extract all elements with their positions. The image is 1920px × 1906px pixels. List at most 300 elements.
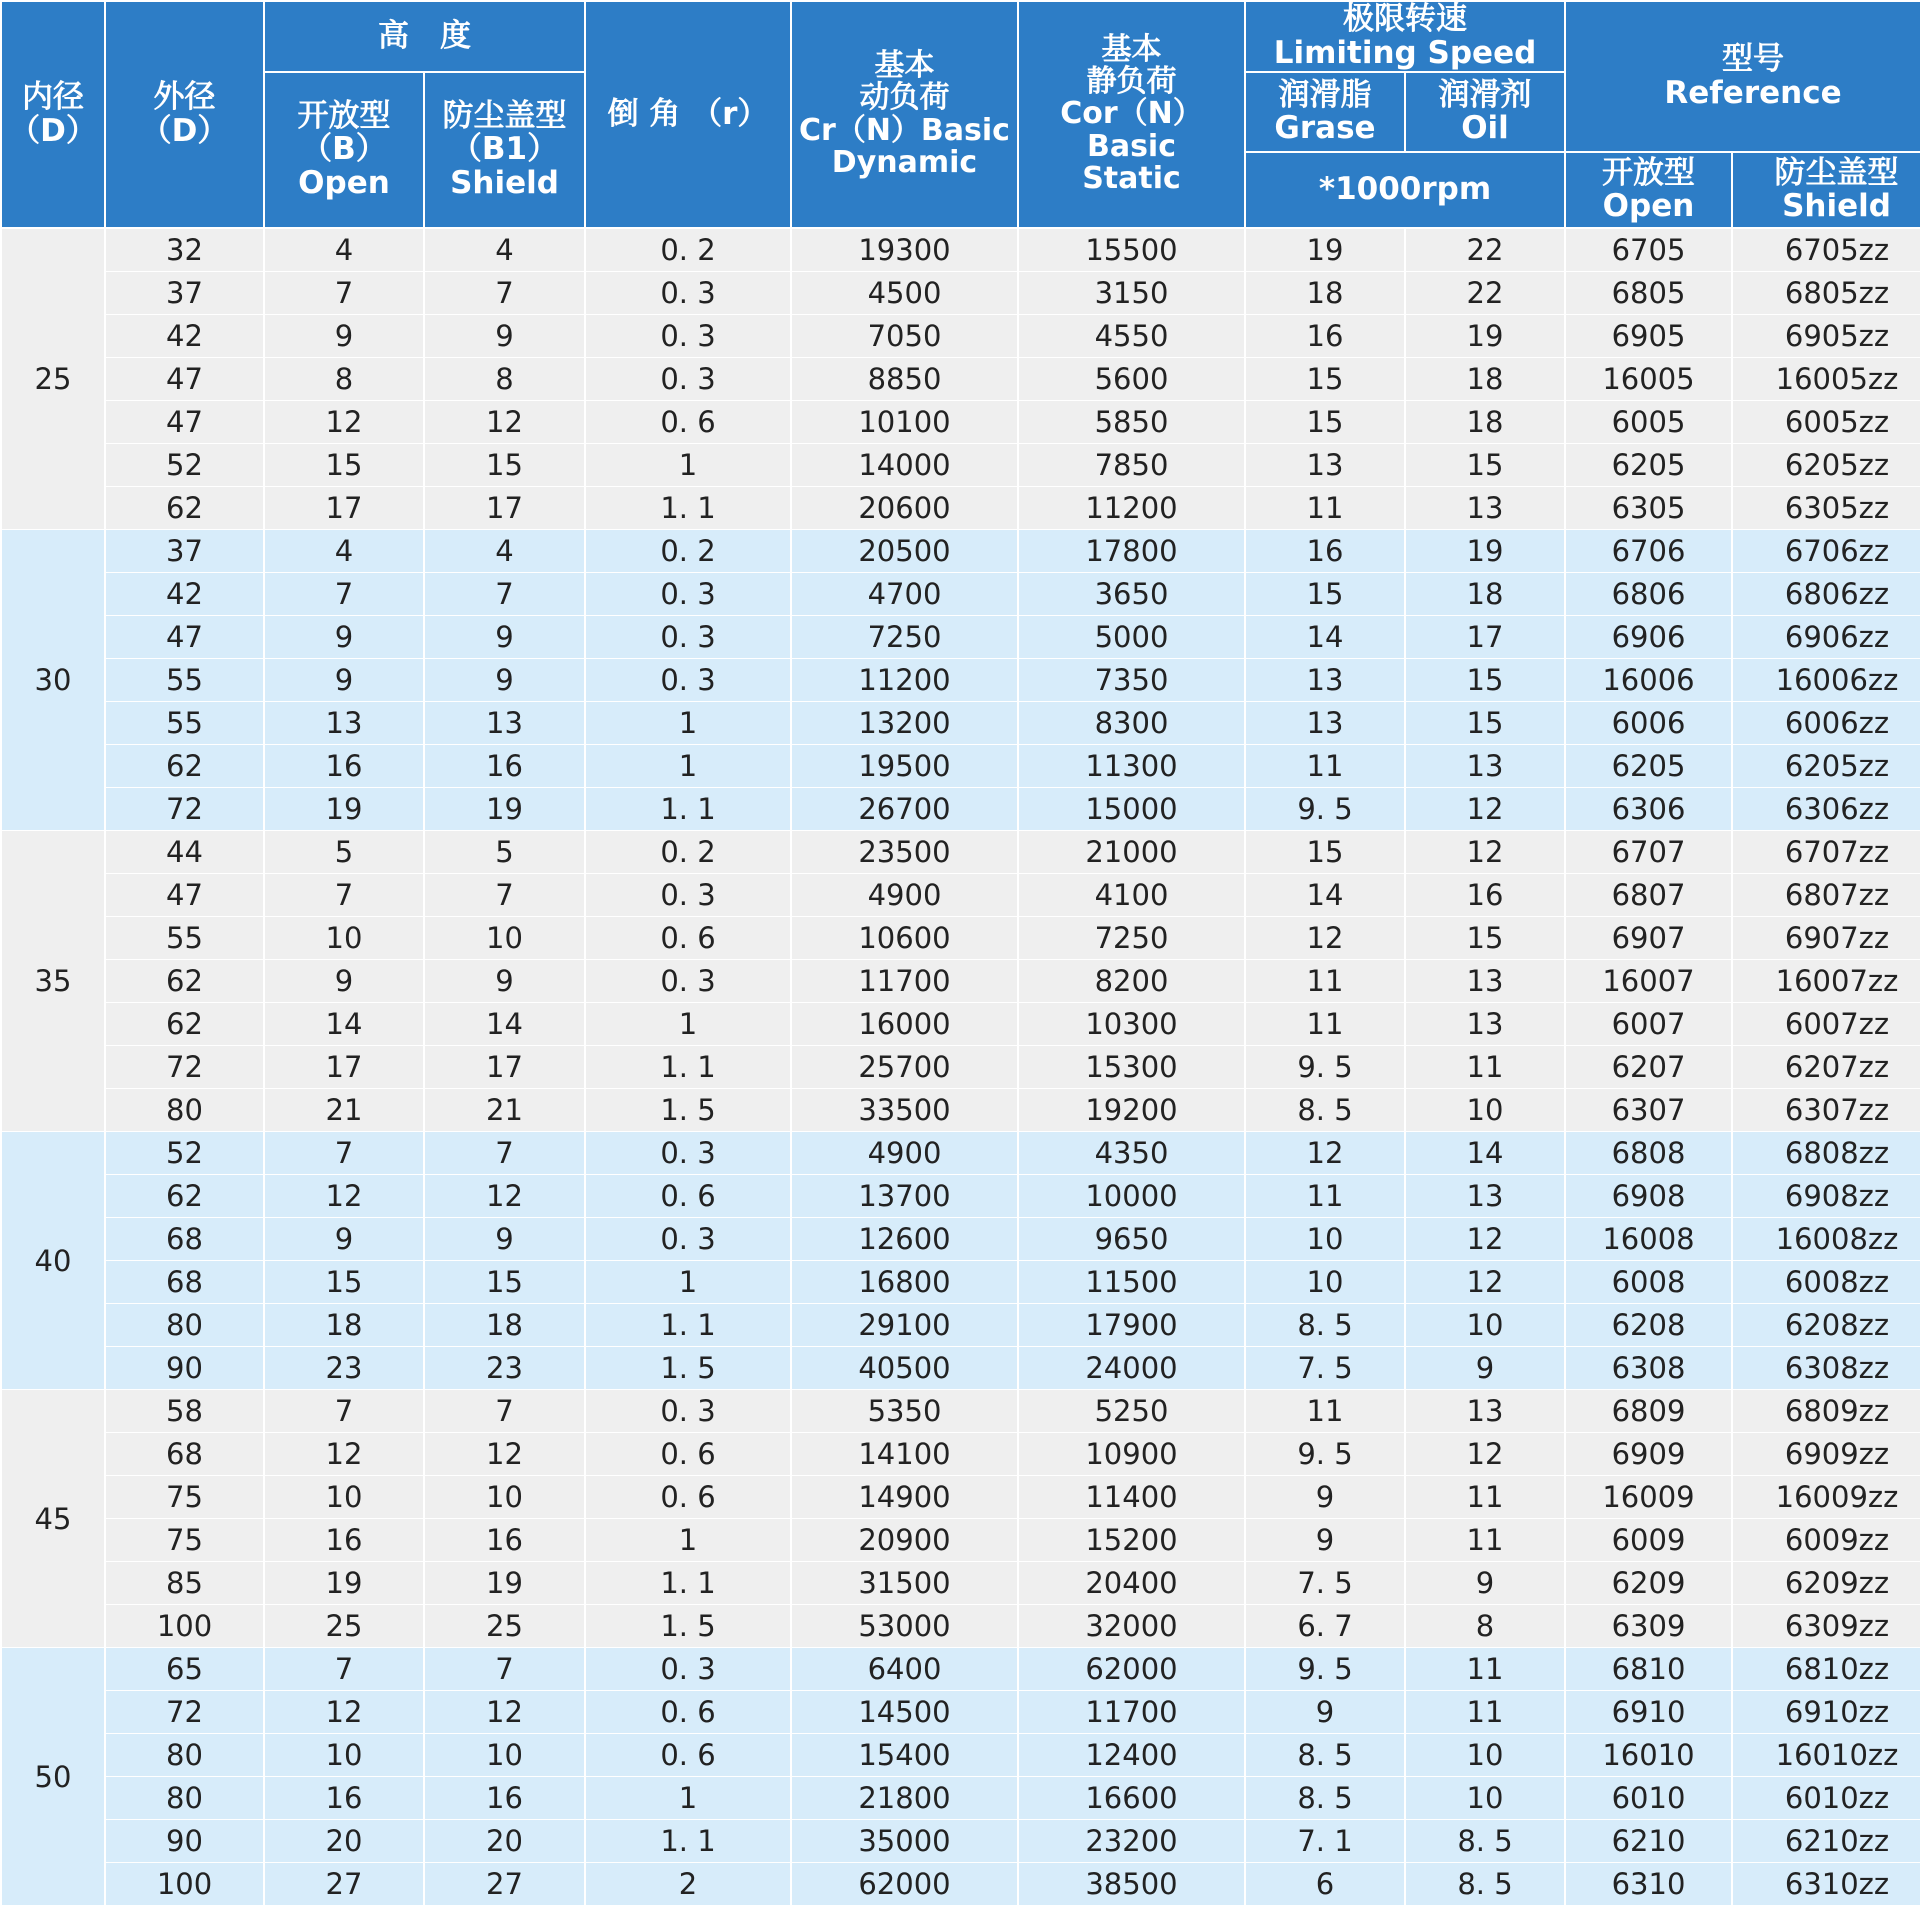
oil-speed-cell: 16	[1405, 874, 1565, 917]
reference-shield-cell: 16009zz	[1732, 1476, 1920, 1519]
dynamic-load-cell: 29100	[791, 1304, 1018, 1347]
static-load-cell: 10900	[1018, 1433, 1245, 1476]
outer-diameter-cell: 80	[105, 1734, 264, 1777]
height-shield-header: 防尘盖型 （B1） Shield	[424, 72, 585, 228]
outer-diameter-cell: 52	[105, 444, 264, 487]
height-open-cell: 21	[264, 1089, 424, 1132]
grease-speed-cell: 8. 5	[1245, 1089, 1405, 1132]
reference-shield-cell: 6205zz	[1732, 745, 1920, 788]
chamfer-cell: 1	[585, 444, 791, 487]
height-open-cell: 18	[264, 1304, 424, 1347]
reference-shield-cell: 6310zz	[1732, 1863, 1920, 1906]
dynamic-load-cell: 16800	[791, 1261, 1018, 1304]
dynamic-load-cell: 53000	[791, 1605, 1018, 1648]
reference-open-cell: 6807	[1565, 874, 1732, 917]
height-shield-cell: 7	[424, 1648, 585, 1691]
reference-shield-cell: 6810zz	[1732, 1648, 1920, 1691]
grease-speed-cell: 13	[1245, 702, 1405, 745]
height-shield-cell: 12	[424, 1691, 585, 1734]
static-load-cell: 5000	[1018, 616, 1245, 659]
static-load-cell: 62000	[1018, 1648, 1245, 1691]
table-row	[1, 874, 1920, 917]
grease-speed-cell: 7. 1	[1245, 1820, 1405, 1863]
static-load-cell: 5250	[1018, 1390, 1245, 1433]
grease-speed-cell: 8. 5	[1245, 1777, 1405, 1820]
dynamic-load-cell: 4900	[791, 874, 1018, 917]
chamfer-cell: 0. 3	[585, 1648, 791, 1691]
table-row	[1, 1519, 1920, 1562]
grease-speed-cell: 11	[1245, 1175, 1405, 1218]
oil-speed-cell: 11	[1405, 1691, 1565, 1734]
reference-open-cell: 6210	[1565, 1820, 1732, 1863]
grease-speed-cell: 15	[1245, 358, 1405, 401]
oil-speed-cell: 9	[1405, 1347, 1565, 1390]
height-open-cell: 7	[264, 272, 424, 315]
static-load-cell: 8300	[1018, 702, 1245, 745]
dynamic-load-cell: 11700	[791, 960, 1018, 1003]
reference-open-cell: 6309	[1565, 1605, 1732, 1648]
table-row	[1, 1691, 1920, 1734]
oil-speed-cell: 18	[1405, 401, 1565, 444]
height-open-cell: 27	[264, 1863, 424, 1906]
height-open-cell: 7	[264, 1132, 424, 1175]
height-header: 高 度	[264, 1, 585, 72]
reference-open-cell: 6907	[1565, 917, 1732, 960]
table-row	[1, 1648, 1920, 1691]
dynamic-load-cell: 20900	[791, 1519, 1018, 1562]
oil-speed-cell: 13	[1405, 1003, 1565, 1046]
reference-shield-cell: 6906zz	[1732, 616, 1920, 659]
dynamic-load-cell: 4500	[791, 272, 1018, 315]
height-open-cell: 7	[264, 573, 424, 616]
reference-open-cell: 16010	[1565, 1734, 1732, 1777]
oil-speed-cell: 11	[1405, 1476, 1565, 1519]
outer-diameter-cell: 55	[105, 702, 264, 745]
grease-speed-cell: 6	[1245, 1863, 1405, 1906]
chamfer-cell: 0. 3	[585, 1390, 791, 1433]
reference-shield-cell: 6008zz	[1732, 1261, 1920, 1304]
chamfer-cell: 0. 3	[585, 616, 791, 659]
oil-speed-cell: 13	[1405, 1175, 1565, 1218]
outer-diameter-cell: 75	[105, 1519, 264, 1562]
dynamic-load-cell: 19500	[791, 745, 1018, 788]
table-row	[1, 831, 1920, 874]
grease-speed-cell: 10	[1245, 1261, 1405, 1304]
dynamic-load-cell: 20500	[791, 530, 1018, 573]
oil-speed-cell: 10	[1405, 1777, 1565, 1820]
height-open-cell: 9	[264, 960, 424, 1003]
oil-speed-cell: 10	[1405, 1304, 1565, 1347]
height-open-cell: 14	[264, 1003, 424, 1046]
chamfer-cell: 0. 6	[585, 1476, 791, 1519]
grease-speed-cell: 9. 5	[1245, 788, 1405, 831]
dynamic-load-cell: 13700	[791, 1175, 1018, 1218]
reference-open-cell: 6010	[1565, 1777, 1732, 1820]
grease-speed-cell: 8. 5	[1245, 1304, 1405, 1347]
static-load-cell: 10300	[1018, 1003, 1245, 1046]
static-load-cell: 4350	[1018, 1132, 1245, 1175]
reference-open-cell: 6905	[1565, 315, 1732, 358]
grease-speed-cell: 15	[1245, 831, 1405, 874]
static-load-cell: 7850	[1018, 444, 1245, 487]
static-load-cell: 17800	[1018, 530, 1245, 573]
height-shield-cell: 7	[424, 573, 585, 616]
outer-diameter-cell: 90	[105, 1820, 264, 1863]
chamfer-cell: 0. 3	[585, 1132, 791, 1175]
height-open-cell: 17	[264, 1046, 424, 1089]
reference-shield-cell: 6209zz	[1732, 1562, 1920, 1605]
outer-diameter-cell: 80	[105, 1304, 264, 1347]
static-load-cell: 15500	[1018, 228, 1245, 272]
height-shield-cell: 15	[424, 444, 585, 487]
chamfer-cell: 1. 1	[585, 487, 791, 530]
height-shield-cell: 9	[424, 960, 585, 1003]
table-row	[1, 228, 1920, 272]
table-row	[1, 358, 1920, 401]
table-row	[1, 401, 1920, 444]
oil-speed-cell: 11	[1405, 1648, 1565, 1691]
static-load-cell: 11500	[1018, 1261, 1245, 1304]
outer-diameter-cell: 55	[105, 917, 264, 960]
table-row	[1, 702, 1920, 745]
grease-speed-cell: 8. 5	[1245, 1734, 1405, 1777]
reference-shield-cell: 6010zz	[1732, 1777, 1920, 1820]
limiting-speed-header: 极限转速 Limiting Speed	[1245, 1, 1565, 72]
height-shield-cell: 12	[424, 1175, 585, 1218]
reference-shield-cell: 16008zz	[1732, 1218, 1920, 1261]
table-row	[1, 1390, 1920, 1433]
static-load-cell: 11300	[1018, 745, 1245, 788]
height-shield-cell: 4	[424, 228, 585, 272]
static-load-cell: 21000	[1018, 831, 1245, 874]
height-shield-cell: 9	[424, 659, 585, 702]
reference-shield-cell: 6009zz	[1732, 1519, 1920, 1562]
table-row	[1, 1476, 1920, 1519]
table-row	[1, 573, 1920, 616]
oil-speed-cell: 19	[1405, 315, 1565, 358]
chamfer-cell: 1	[585, 702, 791, 745]
outer-diameter-cell: 62	[105, 745, 264, 788]
chamfer-cell: 0. 6	[585, 1175, 791, 1218]
inner-diameter-cell: 30	[1, 530, 105, 831]
dynamic-load-cell: 4900	[791, 1132, 1018, 1175]
reference-shield-cell: 16007zz	[1732, 960, 1920, 1003]
static-load-cell: 4550	[1018, 315, 1245, 358]
reference-open-cell: 6810	[1565, 1648, 1732, 1691]
chamfer-cell: 1. 1	[585, 1046, 791, 1089]
inner-diameter-cell: 40	[1, 1132, 105, 1390]
oil-speed-cell: 11	[1405, 1046, 1565, 1089]
height-open-cell: 4	[264, 228, 424, 272]
outer-diameter-cell: 90	[105, 1347, 264, 1390]
reference-open-cell: 6706	[1565, 530, 1732, 573]
table-row	[1, 1089, 1920, 1132]
dynamic-load-cell: 16000	[791, 1003, 1018, 1046]
dynamic-load-cell: 12600	[791, 1218, 1018, 1261]
height-shield-cell: 12	[424, 1433, 585, 1476]
table-header	[1, 1, 1920, 228]
table-row	[1, 1046, 1920, 1089]
dynamic-load-cell: 7050	[791, 315, 1018, 358]
outer-diameter-cell: 62	[105, 487, 264, 530]
table-row	[1, 616, 1920, 659]
height-open-cell: 16	[264, 745, 424, 788]
oil-speed-cell: 13	[1405, 487, 1565, 530]
height-shield-cell: 18	[424, 1304, 585, 1347]
dynamic-load-cell: 4700	[791, 573, 1018, 616]
chamfer-cell: 1. 1	[585, 788, 791, 831]
grease-speed-cell: 9	[1245, 1691, 1405, 1734]
outer-diameter-cell: 47	[105, 616, 264, 659]
reference-open-cell: 6906	[1565, 616, 1732, 659]
height-shield-cell: 4	[424, 530, 585, 573]
outer-diameter-cell: 44	[105, 831, 264, 874]
reference-open-cell: 6909	[1565, 1433, 1732, 1476]
height-shield-cell: 25	[424, 1605, 585, 1648]
outer-diameter-cell: 100	[105, 1863, 264, 1906]
height-open-cell: 10	[264, 1476, 424, 1519]
reference-open-cell: 6208	[1565, 1304, 1732, 1347]
outer-diameter-cell: 80	[105, 1777, 264, 1820]
grease-speed-cell: 11	[1245, 487, 1405, 530]
reference-open-cell: 6908	[1565, 1175, 1732, 1218]
grease-speed-cell: 9	[1245, 1476, 1405, 1519]
reference-shield-cell: 6305zz	[1732, 487, 1920, 530]
reference-open-cell: 6705	[1565, 228, 1732, 272]
height-open-cell: 7	[264, 1390, 424, 1433]
reference-shield-cell: 6806zz	[1732, 573, 1920, 616]
reference-open-cell: 6308	[1565, 1347, 1732, 1390]
oil-speed-cell: 22	[1405, 272, 1565, 315]
oil-speed-cell: 12	[1405, 1433, 1565, 1476]
inner-diameter-cell: 35	[1, 831, 105, 1132]
chamfer-cell: 1. 1	[585, 1304, 791, 1347]
height-open-cell: 12	[264, 401, 424, 444]
reference-shield-cell: 6208zz	[1732, 1304, 1920, 1347]
dynamic-load-cell: 20600	[791, 487, 1018, 530]
table-row	[1, 530, 1920, 573]
table-row	[1, 745, 1920, 788]
chamfer-cell: 2	[585, 1863, 791, 1906]
reference-open-cell: 6310	[1565, 1863, 1732, 1906]
height-shield-cell: 12	[424, 401, 585, 444]
height-open-cell: 7	[264, 1648, 424, 1691]
grease-speed-cell: 14	[1245, 874, 1405, 917]
dynamic-load-cell: 10600	[791, 917, 1018, 960]
dynamic-load-cell: 13200	[791, 702, 1018, 745]
grease-speed-cell: 9. 5	[1245, 1433, 1405, 1476]
dynamic-load-cell: 15400	[791, 1734, 1018, 1777]
outer-diameter-cell: 65	[105, 1648, 264, 1691]
table-row	[1, 1820, 1920, 1863]
reference-shield-cell: 6007zz	[1732, 1003, 1920, 1046]
height-open-cell: 8	[264, 358, 424, 401]
grease-speed-cell: 9. 5	[1245, 1648, 1405, 1691]
height-open-cell: 5	[264, 831, 424, 874]
dynamic-load-cell: 14100	[791, 1433, 1018, 1476]
reference-open-cell: 16005	[1565, 358, 1732, 401]
height-open-cell: 10	[264, 917, 424, 960]
outer-diameter-cell: 42	[105, 573, 264, 616]
chamfer-cell: 1. 5	[585, 1089, 791, 1132]
reference-open-cell: 6005	[1565, 401, 1732, 444]
reference-open-cell: 6707	[1565, 831, 1732, 874]
height-shield-cell: 9	[424, 315, 585, 358]
oil-speed-cell: 22	[1405, 228, 1565, 272]
grease-speed-cell: 15	[1245, 401, 1405, 444]
table-row	[1, 1605, 1920, 1648]
reference-shield-cell: 16010zz	[1732, 1734, 1920, 1777]
table-row	[1, 1863, 1920, 1906]
outer-diameter-cell: 58	[105, 1390, 264, 1433]
height-shield-cell: 10	[424, 1734, 585, 1777]
height-open-cell: 9	[264, 1218, 424, 1261]
static-load-cell: 15200	[1018, 1519, 1245, 1562]
static-load-header: 基本 静负荷 Cor（N）Basic Static	[1018, 1, 1245, 228]
oil-speed-cell: 12	[1405, 788, 1565, 831]
dynamic-load-cell: 11200	[791, 659, 1018, 702]
table-row	[1, 788, 1920, 831]
grease-speed-cell: 10	[1245, 1218, 1405, 1261]
grease-speed-cell: 12	[1245, 917, 1405, 960]
grease-speed-cell: 13	[1245, 659, 1405, 702]
reference-shield-cell: 6307zz	[1732, 1089, 1920, 1132]
reference-open-cell: 16008	[1565, 1218, 1732, 1261]
height-open-cell: 12	[264, 1175, 424, 1218]
oil-speed-cell: 19	[1405, 530, 1565, 573]
grease-speed-cell: 11	[1245, 1390, 1405, 1433]
height-open-cell: 15	[264, 1261, 424, 1304]
height-shield-cell: 17	[424, 487, 585, 530]
reference-shield-cell: 6809zz	[1732, 1390, 1920, 1433]
chamfer-cell: 1	[585, 1777, 791, 1820]
static-load-cell: 11200	[1018, 487, 1245, 530]
dynamic-load-cell: 25700	[791, 1046, 1018, 1089]
oil-speed-cell: 8. 5	[1405, 1863, 1565, 1906]
height-shield-cell: 17	[424, 1046, 585, 1089]
reference-open-cell: 6209	[1565, 1562, 1732, 1605]
dynamic-load-cell: 19300	[791, 228, 1018, 272]
static-load-cell: 38500	[1018, 1863, 1245, 1906]
grease-speed-cell: 16	[1245, 315, 1405, 358]
reference-shield-cell: 6907zz	[1732, 917, 1920, 960]
outer-diameter-cell: 37	[105, 272, 264, 315]
outer-diameter-cell: 72	[105, 788, 264, 831]
height-shield-cell: 23	[424, 1347, 585, 1390]
table-row	[1, 1175, 1920, 1218]
reference-shield-cell: 6308zz	[1732, 1347, 1920, 1390]
outer-diameter-cell: 47	[105, 874, 264, 917]
outer-diameter-cell: 62	[105, 1175, 264, 1218]
outer-diameter-cell: 47	[105, 401, 264, 444]
table-row	[1, 1218, 1920, 1261]
table-row	[1, 960, 1920, 1003]
chamfer-cell: 0. 3	[585, 573, 791, 616]
reference-shield-cell: 6205zz	[1732, 444, 1920, 487]
static-load-cell: 8200	[1018, 960, 1245, 1003]
height-open-cell: 20	[264, 1820, 424, 1863]
reference-open-cell: 6806	[1565, 573, 1732, 616]
height-open-cell: 9	[264, 315, 424, 358]
reference-open-cell: 16007	[1565, 960, 1732, 1003]
oil-speed-cell: 11	[1405, 1519, 1565, 1562]
oil-speed-cell: 18	[1405, 573, 1565, 616]
inner-diameter-cell: 50	[1, 1648, 105, 1906]
height-open-cell: 12	[264, 1691, 424, 1734]
height-open-cell: 4	[264, 530, 424, 573]
oil-speed-cell: 10	[1405, 1089, 1565, 1132]
height-open-cell: 19	[264, 1562, 424, 1605]
height-open-header: 开放型 （B） Open	[264, 72, 424, 228]
reference-open-header: 开放型 Open	[1565, 152, 1732, 228]
height-open-cell: 13	[264, 702, 424, 745]
table-row	[1, 272, 1920, 315]
chamfer-header: 倒 角 （r）	[585, 1, 791, 228]
reference-open-cell: 6205	[1565, 745, 1732, 788]
reference-open-cell: 6307	[1565, 1089, 1732, 1132]
dynamic-load-cell: 31500	[791, 1562, 1018, 1605]
table-row	[1, 1304, 1920, 1347]
outer-diameter-cell: 37	[105, 530, 264, 573]
rpm-unit-header: *1000rpm	[1245, 152, 1565, 228]
table-row	[1, 659, 1920, 702]
oil-speed-cell: 13	[1405, 1390, 1565, 1433]
outer-diameter-cell: 72	[105, 1691, 264, 1734]
chamfer-cell: 0. 3	[585, 1218, 791, 1261]
dynamic-load-cell: 35000	[791, 1820, 1018, 1863]
static-load-cell: 5850	[1018, 401, 1245, 444]
outer-diameter-cell: 42	[105, 315, 264, 358]
reference-shield-header: 防尘盖型 Shield	[1732, 152, 1920, 228]
static-load-cell: 24000	[1018, 1347, 1245, 1390]
table-row	[1, 444, 1920, 487]
chamfer-cell: 1	[585, 1003, 791, 1046]
chamfer-cell: 0. 2	[585, 831, 791, 874]
reference-shield-cell: 6707zz	[1732, 831, 1920, 874]
outer-diameter-header: 外径 （D）	[105, 1, 264, 228]
static-load-cell: 23200	[1018, 1820, 1245, 1863]
static-load-cell: 15000	[1018, 788, 1245, 831]
dynamic-load-cell: 23500	[791, 831, 1018, 874]
reference-open-cell: 6808	[1565, 1132, 1732, 1175]
static-load-cell: 15300	[1018, 1046, 1245, 1089]
dynamic-load-cell: 7250	[791, 616, 1018, 659]
dynamic-load-header: 基本 动负荷 Cr（N）Basic Dynamic	[791, 1, 1018, 228]
height-shield-cell: 16	[424, 1519, 585, 1562]
table-row	[1, 1003, 1920, 1046]
table-row	[1, 315, 1920, 358]
grease-speed-cell: 16	[1245, 530, 1405, 573]
height-shield-cell: 7	[424, 1390, 585, 1433]
chamfer-cell: 0. 6	[585, 1734, 791, 1777]
static-load-cell: 32000	[1018, 1605, 1245, 1648]
chamfer-cell: 0. 2	[585, 530, 791, 573]
height-shield-cell: 5	[424, 831, 585, 874]
reference-open-cell: 6207	[1565, 1046, 1732, 1089]
chamfer-cell: 0. 3	[585, 874, 791, 917]
static-load-cell: 17900	[1018, 1304, 1245, 1347]
dynamic-load-cell: 8850	[791, 358, 1018, 401]
chamfer-cell: 0. 3	[585, 960, 791, 1003]
oil-speed-cell: 14	[1405, 1132, 1565, 1175]
static-load-cell: 11700	[1018, 1691, 1245, 1734]
static-load-cell: 9650	[1018, 1218, 1245, 1261]
outer-diameter-cell: 32	[105, 228, 264, 272]
height-shield-cell: 27	[424, 1863, 585, 1906]
grease-speed-cell: 12	[1245, 1132, 1405, 1175]
chamfer-cell: 1. 5	[585, 1605, 791, 1648]
reference-open-cell: 6205	[1565, 444, 1732, 487]
